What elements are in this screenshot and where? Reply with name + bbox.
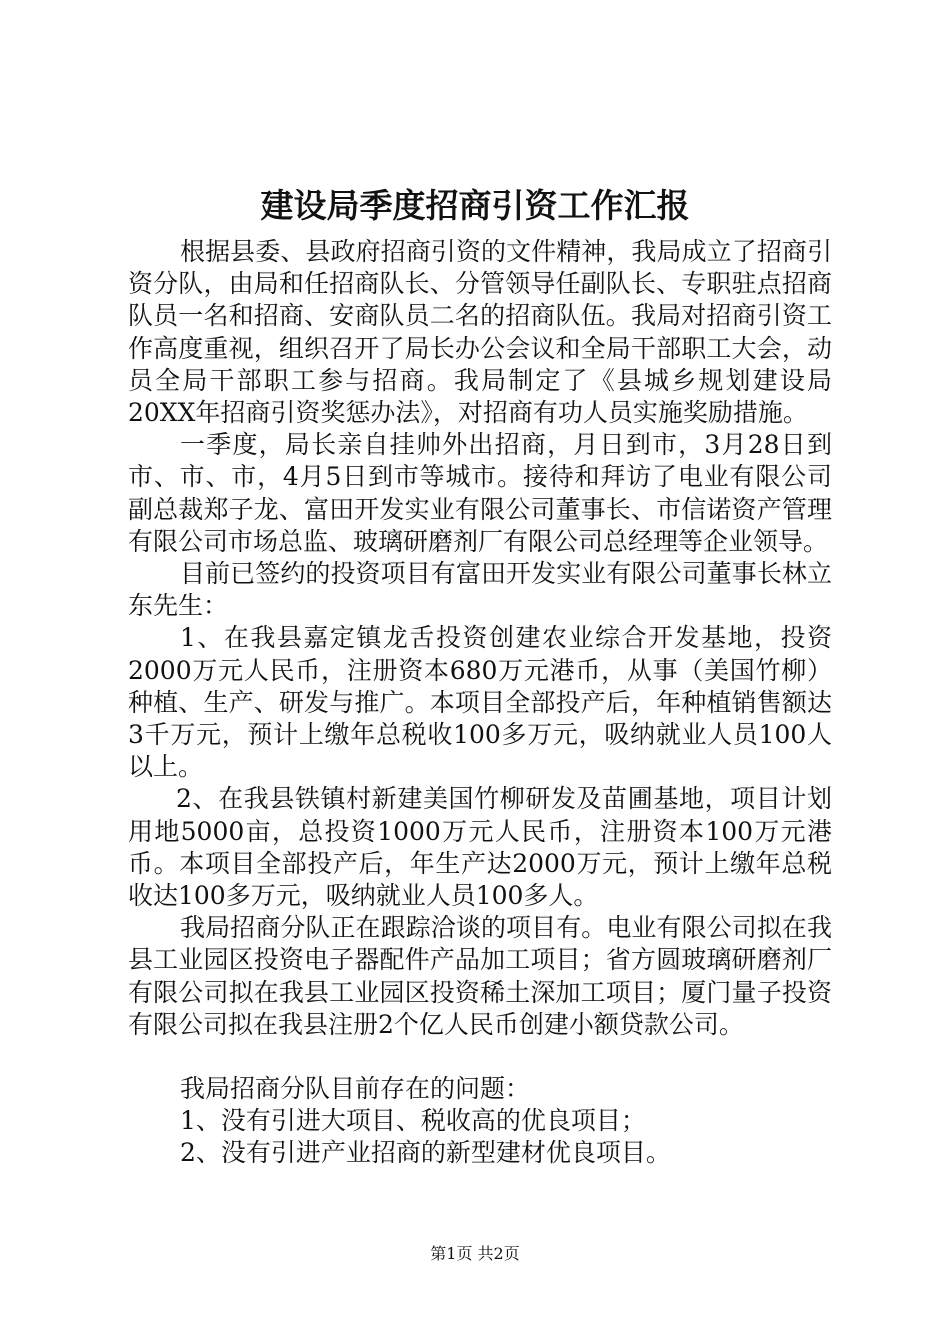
page-number: 第1页 共2页	[430, 1244, 520, 1263]
document-title: 建设局季度招商引资工作汇报	[260, 186, 690, 225]
paragraph-first-quarter: 一季度，局长亲自挂帅外出招商，月日到市，3月28日到市、市、市，4月5日到市等城市。接待和拜访了电业有限公司副总裁郑子龙、富田开发实业有限公司董事长、市信诺资产管理有限公司市场总监、玻璃研磨剂厂有限公司总经理等企业领导。	[128, 430, 832, 556]
paragraph-intro: 根据县委、县政府招商引资的文件精神，我局成立了招商引资分队，由局和任招商队长、分管领导任副队长、专职驻点招商队员一名和招商、安商队员二名的招商队伍。我局对招商引资工作高度重视，组织召开了局长办公会议和全局干部职工大会，动员全局干部职工参与招商。我局制定了《县城乡规划建设局20XX年招商引资奖惩办法》，对招商有功人员实施奖励措施。	[128, 237, 832, 428]
paragraph-problem-1: 1、没有引进大项目、税收高的优良项目；	[180, 1106, 646, 1136]
paragraph-problem-2: 2、没有引进产业招商的新型建材优良项目。	[180, 1138, 671, 1168]
paragraph-project-1: 1、在我县嘉定镇龙舌投资创建农业综合开发基地，投资2000万元人民币，注册资本680万元港币，从事（美国竹柳）种植、生产、研发与推广。本项目全部投产后，年种植销售额达3千万元，预计上缴年总税收100多万元，吸纳就业人员100人以上。	[128, 623, 832, 782]
document-body	[128, 236, 832, 1170]
paragraph-tracking-projects: 我局招商分队正在跟踪洽谈的项目有。电业有限公司拟在我县工业园区投资电子器配件产品加工项目；省方圆玻璃研磨剂厂有限公司拟在我县工业园区投资稀土深加工项目；厦门量子投资有限公司拟在我县注册2个亿人民币创建小额贷款公司。	[128, 913, 832, 1039]
paragraph-problems-heading: 我局招商分队目前存在的问题：	[180, 1074, 531, 1104]
paragraph-signed-projects: 目前已签约的投资项目有富田开发实业有限公司董事长林立东先生：	[128, 559, 832, 621]
paragraph-gap	[128, 1041, 832, 1073]
paragraph-project-2: 2、在我县铁镇村新建美国竹柳研发及苗圃基地，项目计划用地5000亩，总投资1000万元人民币，注册资本100万元港币。本项目全部投产后，年生产达2000万元，预计上缴年总税收达100多万元，吸纳就业人员100多人。	[128, 784, 832, 911]
